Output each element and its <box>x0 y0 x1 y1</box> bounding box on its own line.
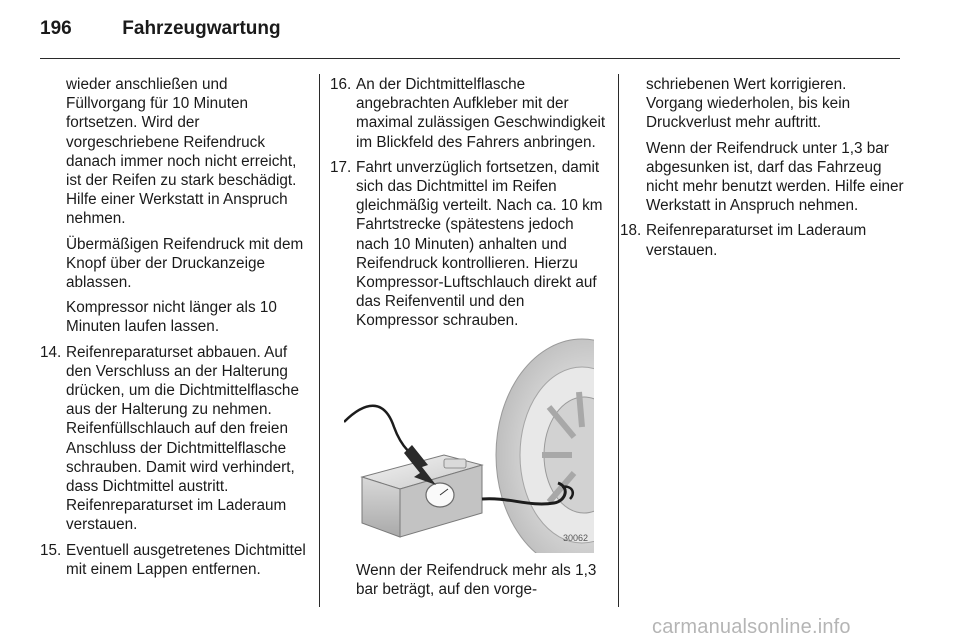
paragraph: Übermäßigen Reifendruck mit dem Knopf über der Druckanzeige ablassen. <box>66 235 304 292</box>
column-1 <box>40 75 310 585</box>
list-item-number: 14. <box>40 343 62 361</box>
column-2 <box>330 75 606 605</box>
list-item-number: 17. <box>330 158 352 176</box>
paragraph: Kompressor nicht länger als 10 Minuten laufen lassen. <box>66 299 277 336</box>
paragraph: schriebenen Wert korrigieren. Vorgang wiederholen, bis kein Druckverlust mehr auftritt. <box>646 76 851 132</box>
list-item-text: Fahrt unverzüglich fortsetzen, damit sich das Dichtmittel im Reifen gleichmäßig verteilt. Nach ca. 10 km Fahrtstrecke (spätestens jedoch nach 10 Minuten) anhalten und Reifendruck kontrollieren. Hierzu Kompressor-Luftschlauch direkt auf das Reifenventil und den Kompressor schrauben. <box>356 158 603 330</box>
page-number: 196 <box>40 18 72 39</box>
page-title: Fahrzeugwartung <box>122 18 281 39</box>
list-item-text: Reifenreparaturset im Laderaum verstauen. <box>646 222 867 259</box>
list-item-text: Reifenreparaturset abbauen. Auf den Verschluss an der Halterung drücken, um die Dichtmittelflasche aus der Halterung zu nehmen. Reifenfüllschlauch auf den freien Anschluss der Dichtmittelflasche schrauben. Damit wird verhindert, dass Dichtmittel austritt. Reifenreparaturset im Laderaum verstauen. <box>66 343 299 534</box>
list-item-number: 15. <box>40 541 62 559</box>
list-item-number: 16. <box>330 76 352 93</box>
paragraph: Wenn der Reifendruck mehr als 1,3 bar beträgt, auf den vorge- <box>356 561 597 598</box>
list-item <box>620 221 904 259</box>
paragraph: wieder anschließen und Füllvorgang für 10 Minuten fortsetzen. Wird der vorgeschriebene Reifendruck danach immer noch nicht erreicht, ist der Reifen zu stark beschädigt. Hilfe einer Werkstatt in Anspruch nehmen. <box>66 76 297 228</box>
page-header <box>40 18 281 40</box>
column-divider-2 <box>618 74 619 607</box>
compressor-tire-illustration <box>344 337 594 553</box>
watermark: carmanualsonline.info <box>652 616 851 638</box>
list-item-number: 18. <box>620 222 642 240</box>
column-3 <box>620 75 904 266</box>
list-item <box>330 158 606 331</box>
list-item <box>40 541 310 579</box>
column-divider-1 <box>319 74 320 607</box>
compressor-illustration <box>344 337 594 553</box>
figure-id: 30062 <box>562 533 588 544</box>
list-item-text: An der Dichtmittelflasche angebrachten Aufkleber mit der maximal zulässigen Geschwindigkeit im Blickfeld des Fahrers anbringen. <box>356 76 606 151</box>
list-item <box>40 343 310 535</box>
list-item <box>330 75 606 152</box>
paragraph: Wenn der Reifendruck unter 1,3 bar abgesunken ist, darf das Fahrzeug nicht mehr benutzt werden. Hilfe einer Werkstatt in Anspruch nehmen. <box>646 139 904 215</box>
header-rule <box>40 58 900 59</box>
list-item-text: Eventuell ausgetretenes Dichtmittel mit einem Lappen entfernen. <box>66 541 306 578</box>
